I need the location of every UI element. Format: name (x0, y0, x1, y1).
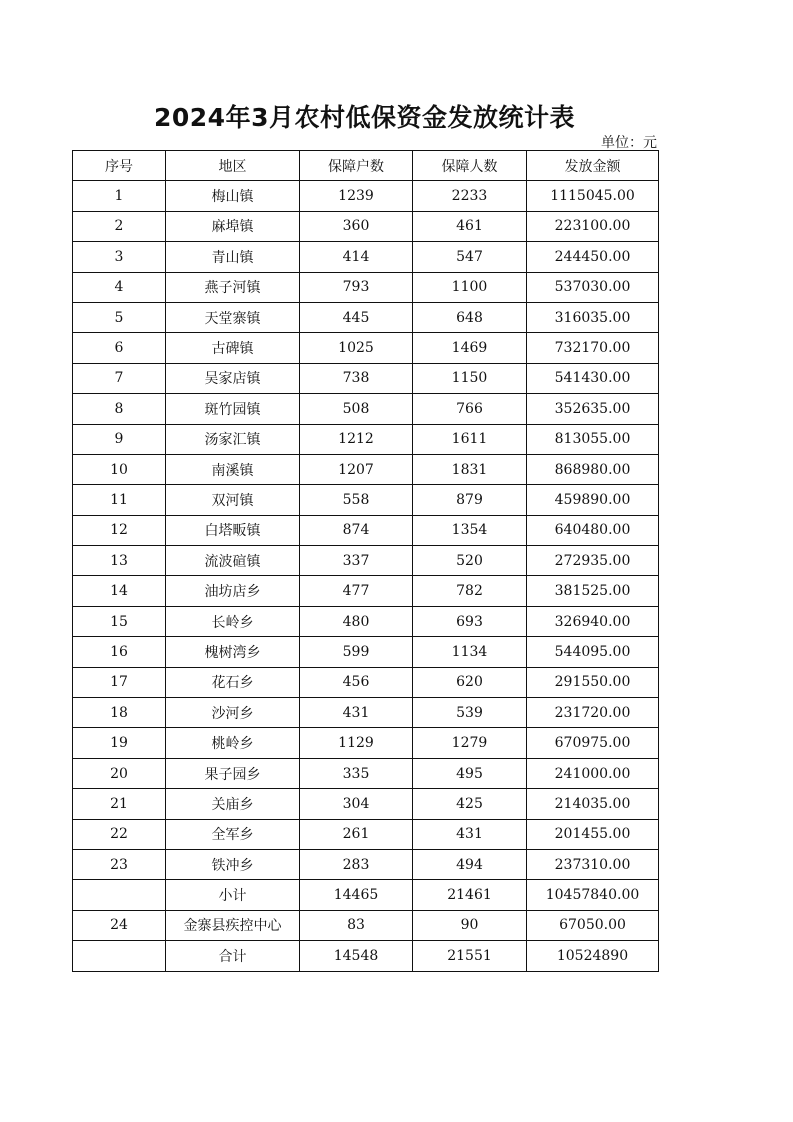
persons-cell: 461 (413, 211, 527, 241)
row-index: 1 (73, 181, 166, 211)
amount-cell: 291550.00 (527, 667, 659, 697)
persons-cell: 21551 (413, 941, 527, 971)
table-row (73, 454, 659, 484)
region-cell: 沙河乡 (166, 698, 300, 728)
amount-cell: 326940.00 (527, 606, 659, 636)
persons-cell: 1611 (413, 424, 527, 454)
households-cell: 360 (300, 211, 413, 241)
region-cell: 长岭乡 (166, 606, 300, 636)
region-cell: 燕子河镇 (166, 272, 300, 302)
households-cell: 793 (300, 272, 413, 302)
amount-cell: 670975.00 (527, 728, 659, 758)
amount-cell: 237310.00 (527, 849, 659, 879)
row-index: 22 (73, 819, 166, 849)
households-cell: 477 (300, 576, 413, 606)
header-row (73, 151, 659, 181)
region-cell: 白塔畈镇 (166, 515, 300, 545)
persons-cell: 431 (413, 819, 527, 849)
amount-cell: 352635.00 (527, 394, 659, 424)
persons-cell: 520 (413, 546, 527, 576)
persons-cell: 539 (413, 698, 527, 728)
households-cell: 14465 (300, 880, 413, 910)
page-title: 2024年3月农村低保资金发放统计表 (154, 103, 575, 132)
region-cell: 花石乡 (166, 667, 300, 697)
table-row (73, 910, 659, 940)
table-row (73, 880, 659, 910)
households-cell: 508 (300, 394, 413, 424)
amount-cell: 459890.00 (527, 485, 659, 515)
row-index: 12 (73, 515, 166, 545)
region-cell: 果子园乡 (166, 758, 300, 788)
persons-cell: 1354 (413, 515, 527, 545)
persons-cell: 425 (413, 789, 527, 819)
persons-cell: 648 (413, 302, 527, 332)
amount-cell: 201455.00 (527, 819, 659, 849)
table-body (73, 181, 659, 971)
row-index: 19 (73, 728, 166, 758)
amount-cell: 541430.00 (527, 363, 659, 393)
households-cell: 558 (300, 485, 413, 515)
table-row (73, 181, 659, 211)
table-row (73, 637, 659, 667)
table-row (73, 667, 659, 697)
row-index: 6 (73, 333, 166, 363)
households-cell: 1129 (300, 728, 413, 758)
row-index: 7 (73, 363, 166, 393)
amount-cell: 241000.00 (527, 758, 659, 788)
households-cell: 337 (300, 546, 413, 576)
region-cell: 桃岭乡 (166, 728, 300, 758)
column-header-region: 地区 (166, 151, 300, 181)
amount-cell: 868980.00 (527, 454, 659, 484)
region-cell: 梅山镇 (166, 181, 300, 211)
row-index: 24 (73, 910, 166, 940)
persons-cell: 494 (413, 849, 527, 879)
persons-cell: 1134 (413, 637, 527, 667)
amount-cell: 10457840.00 (527, 880, 659, 910)
table-row (73, 576, 659, 606)
households-cell: 414 (300, 242, 413, 272)
households-cell: 599 (300, 637, 413, 667)
region-cell: 铁冲乡 (166, 849, 300, 879)
region-cell: 麻埠镇 (166, 211, 300, 241)
table-row (73, 424, 659, 454)
persons-cell: 766 (413, 394, 527, 424)
households-cell: 335 (300, 758, 413, 788)
region-cell: 吴家店镇 (166, 363, 300, 393)
households-cell: 456 (300, 667, 413, 697)
region-cell: 汤家汇镇 (166, 424, 300, 454)
region-cell: 斑竹园镇 (166, 394, 300, 424)
row-index: 2 (73, 211, 166, 241)
row-index: 18 (73, 698, 166, 728)
row-index: 3 (73, 242, 166, 272)
column-header-households: 保障户数 (300, 151, 413, 181)
households-cell: 480 (300, 606, 413, 636)
amount-cell: 214035.00 (527, 789, 659, 819)
households-cell: 874 (300, 515, 413, 545)
amount-cell: 223100.00 (527, 211, 659, 241)
region-cell: 流波碹镇 (166, 546, 300, 576)
table-row (73, 758, 659, 788)
row-index: 13 (73, 546, 166, 576)
amount-cell: 813055.00 (527, 424, 659, 454)
table-row (73, 242, 659, 272)
column-header-amount: 发放金额 (527, 151, 659, 181)
table-row (73, 211, 659, 241)
region-cell: 青山镇 (166, 242, 300, 272)
table-row (73, 272, 659, 302)
table-row (73, 819, 659, 849)
households-cell: 261 (300, 819, 413, 849)
persons-cell: 90 (413, 910, 527, 940)
table-row (73, 941, 659, 971)
persons-cell: 693 (413, 606, 527, 636)
amount-cell: 1115045.00 (527, 181, 659, 211)
households-cell: 1239 (300, 181, 413, 211)
table-row (73, 485, 659, 515)
table-row (73, 302, 659, 332)
row-index: 17 (73, 667, 166, 697)
row-index (73, 941, 166, 971)
row-index: 10 (73, 454, 166, 484)
row-index: 16 (73, 637, 166, 667)
column-header-index: 序号 (73, 151, 166, 181)
row-index: 20 (73, 758, 166, 788)
households-cell: 1207 (300, 454, 413, 484)
households-cell: 445 (300, 302, 413, 332)
region-cell: 金寨县疾控中心 (166, 910, 300, 940)
households-cell: 283 (300, 849, 413, 879)
column-header-persons: 保障人数 (413, 151, 527, 181)
households-cell: 1025 (300, 333, 413, 363)
region-cell: 槐树湾乡 (166, 637, 300, 667)
persons-cell: 1469 (413, 333, 527, 363)
households-cell: 1212 (300, 424, 413, 454)
region-cell: 全军乡 (166, 819, 300, 849)
region-cell: 天堂寨镇 (166, 302, 300, 332)
table-row (73, 789, 659, 819)
row-index: 9 (73, 424, 166, 454)
row-index: 5 (73, 302, 166, 332)
table-row (73, 363, 659, 393)
persons-cell: 1100 (413, 272, 527, 302)
amount-cell: 544095.00 (527, 637, 659, 667)
region-cell: 关庙乡 (166, 789, 300, 819)
region-cell: 合计 (166, 941, 300, 971)
persons-cell: 879 (413, 485, 527, 515)
households-cell: 14548 (300, 941, 413, 971)
persons-cell: 1150 (413, 363, 527, 393)
statistics-table (72, 150, 659, 972)
persons-cell: 495 (413, 758, 527, 788)
table-row (73, 333, 659, 363)
households-cell: 431 (300, 698, 413, 728)
persons-cell: 21461 (413, 880, 527, 910)
table-row (73, 546, 659, 576)
row-index: 21 (73, 789, 166, 819)
row-index: 8 (73, 394, 166, 424)
row-index: 14 (73, 576, 166, 606)
region-cell: 小计 (166, 880, 300, 910)
table-row (73, 394, 659, 424)
persons-cell: 547 (413, 242, 527, 272)
amount-cell: 316035.00 (527, 302, 659, 332)
persons-cell: 782 (413, 576, 527, 606)
amount-cell: 537030.00 (527, 272, 659, 302)
region-cell: 双河镇 (166, 485, 300, 515)
amount-cell: 640480.00 (527, 515, 659, 545)
region-cell: 南溪镇 (166, 454, 300, 484)
table-row (73, 606, 659, 636)
amount-cell: 231720.00 (527, 698, 659, 728)
row-index: 4 (73, 272, 166, 302)
unit-label: 单位：元 (601, 135, 657, 151)
region-cell: 油坊店乡 (166, 576, 300, 606)
table-row (73, 849, 659, 879)
row-index: 15 (73, 606, 166, 636)
amount-cell: 67050.00 (527, 910, 659, 940)
amount-cell: 732170.00 (527, 333, 659, 363)
households-cell: 304 (300, 789, 413, 819)
persons-cell: 1279 (413, 728, 527, 758)
amount-cell: 381525.00 (527, 576, 659, 606)
table-row (73, 728, 659, 758)
amount-cell: 10524890 (527, 941, 659, 971)
amount-cell: 244450.00 (527, 242, 659, 272)
persons-cell: 1831 (413, 454, 527, 484)
row-index: 23 (73, 849, 166, 879)
amount-cell: 272935.00 (527, 546, 659, 576)
households-cell: 83 (300, 910, 413, 940)
table-row (73, 698, 659, 728)
table-row (73, 515, 659, 545)
persons-cell: 620 (413, 667, 527, 697)
households-cell: 738 (300, 363, 413, 393)
row-index (73, 880, 166, 910)
region-cell: 古碑镇 (166, 333, 300, 363)
row-index: 11 (73, 485, 166, 515)
persons-cell: 2233 (413, 181, 527, 211)
